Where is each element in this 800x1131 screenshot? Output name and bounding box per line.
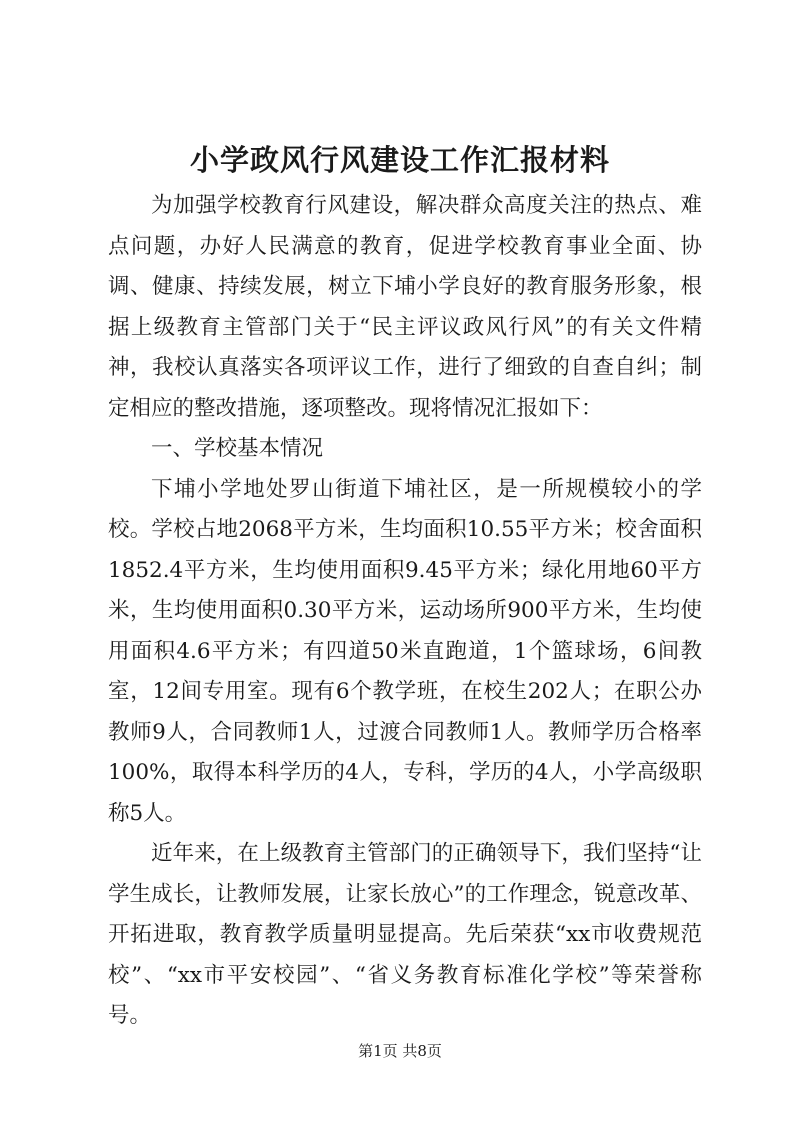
page-number-footer: 第1页 共8页 xyxy=(358,1042,442,1060)
paragraph-intro: 为加强学校教育行风建设，解决群众高度关注的热点、难点问题，办好人民满意的教育，促进学校教育事业全面、协调、健康、持续发展，树立下埔小学良好的教育服务形象，根据上级教育主管部门关于“民主评议政风行风”的有关文件精神，我校认真落实各项评议工作，进行了细致的自查自纠；制定相应的整改措施，逐项整改。现将情况汇报如下： xyxy=(108,193,702,421)
section-heading-basic-info: 一、学校基本情况 xyxy=(151,436,324,461)
document-title: 小学政风行风建设工作汇报材料 xyxy=(189,143,610,177)
paragraph-achievements: 近年来，在上级教育主管部门的正确领导下，我们坚持“让学生成长，让教师发展，让家长放心”的工作理念，锐意改革、开拓进取，教育教学质量明显提高。先后荣获“xx市收费规范校”、“xx市平安校园”、“省义务教育标准化学校”等荣誉称号。 xyxy=(108,841,702,1028)
paragraph-school-facts: 下埔小学地处罗山街道下埔社区，是一所规模较小的学校。学校占地2068平方米，生均面积10.55平方米；校舍面积1852.4平方米，生均使用面积9.45平方米；绿化用地60平方米，生均使用面积0.30平方米，运动场所900平方米，生均使用面积4.6平方米；有四道50米直跑道，1个篮球场，6间教室，12间专用室。现有6个教学班，在校生202人；在职公办教师9人，合同教师1人，过渡合同教师1人。教师学历合格率100%，取得本科学历的4人，专科，学历的4人，小学高级职称5人。 xyxy=(108,476,702,826)
document-body xyxy=(108,186,702,1037)
